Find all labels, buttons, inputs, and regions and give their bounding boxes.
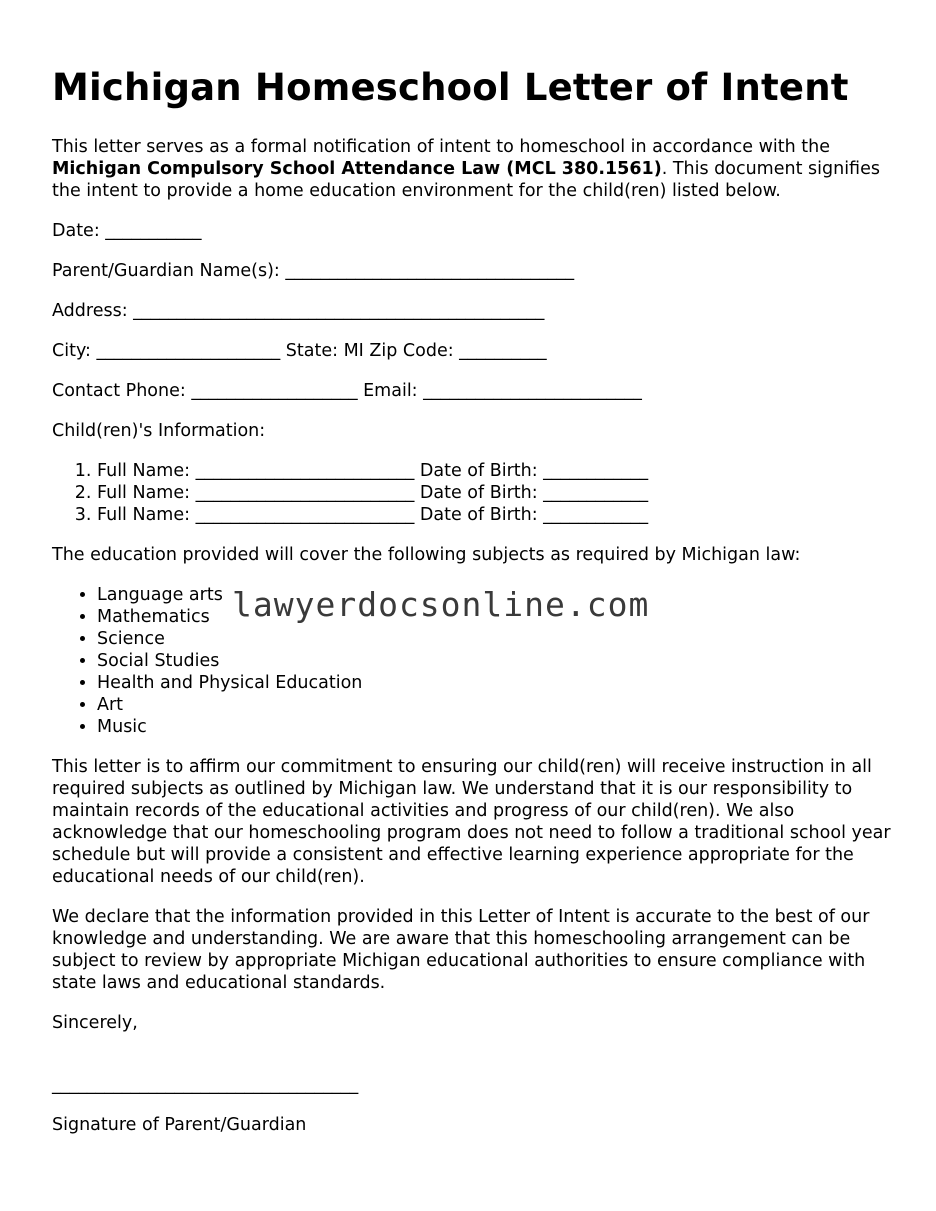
phone-email-field[interactable]: Contact Phone: ___________________ Email: _________________________ <box>52 381 642 401</box>
guardian-names-field[interactable]: Parent/Guardian Name(s): _________________________________ <box>52 261 575 281</box>
intro-text-after: . This document signifies the intent to provide a home education environment for the child(ren) listed below. <box>52 159 880 201</box>
closing-text: Sincerely, <box>52 1013 138 1033</box>
child-entry[interactable]: 2. Full Name: _________________________ Date of Birth: ____________ <box>97 482 892 504</box>
city-state-zip-field[interactable]: City: _____________________ State: MI Zip Code: __________ <box>52 341 547 361</box>
signature-label: Signature of Parent/Guardian <box>52 1115 307 1135</box>
date-field[interactable]: Date: ___________ <box>52 221 202 241</box>
commitment-paragraph: This letter is to affirm our commitment to ensuring our child(ren) will receive instruction in all required subjects as outlined by Michigan law. We understand that it is our responsibility to maintain records of the educational activities and progress of our child(ren). We also acknowledge that our homeschooling program does not need to follow a traditional school year schedule but will provide a consistent and effective learning experience appropriate for the educational needs of our child(ren). <box>52 757 891 887</box>
child-entry[interactable]: 3. Full Name: _________________________ Date of Birth: ____________ <box>97 504 892 526</box>
children-info-label: Child(ren)'s Information: <box>52 421 266 441</box>
intro-paragraph <box>52 136 892 202</box>
subject-item: • Art <box>97 694 892 716</box>
subject-item: • Mathematics <box>97 606 892 628</box>
subject-item: • Language arts <box>97 584 892 606</box>
page-title: Michigan Homeschool Letter of Intent <box>52 66 849 109</box>
address-field[interactable]: Address: _______________________________________________ <box>52 301 545 321</box>
watermark-text: lawyerdocsonline.com <box>232 585 650 624</box>
intro-text-before: This letter serves as a formal notification of intent to homeschool in accordance with the <box>52 137 830 157</box>
subject-item: • Health and Physical Education <box>97 672 892 694</box>
subject-item: • Social Studies <box>97 650 892 672</box>
signature-line[interactable]: ___________________________________ <box>52 1075 359 1095</box>
child-entry[interactable]: 1. Full Name: _________________________ Date of Birth: ____________ <box>97 460 892 482</box>
subject-item: • Music <box>97 716 892 738</box>
declaration-paragraph: We declare that the information provided in this Letter of Intent is accurate to the best of our knowledge and understanding. We are aware that this homeschooling arrangement can be subject to review by appropriate Michigan educational authorities to ensure compliance with state laws and educational standards. <box>52 907 870 993</box>
children-list <box>52 460 892 526</box>
subjects-intro: The education provided will cover the following subjects as required by Michigan law: <box>52 545 801 565</box>
intro-law-name: Michigan Compulsory School Attendance Law (MCL 380.1561) <box>52 159 662 179</box>
subject-item: • Science <box>97 628 892 650</box>
